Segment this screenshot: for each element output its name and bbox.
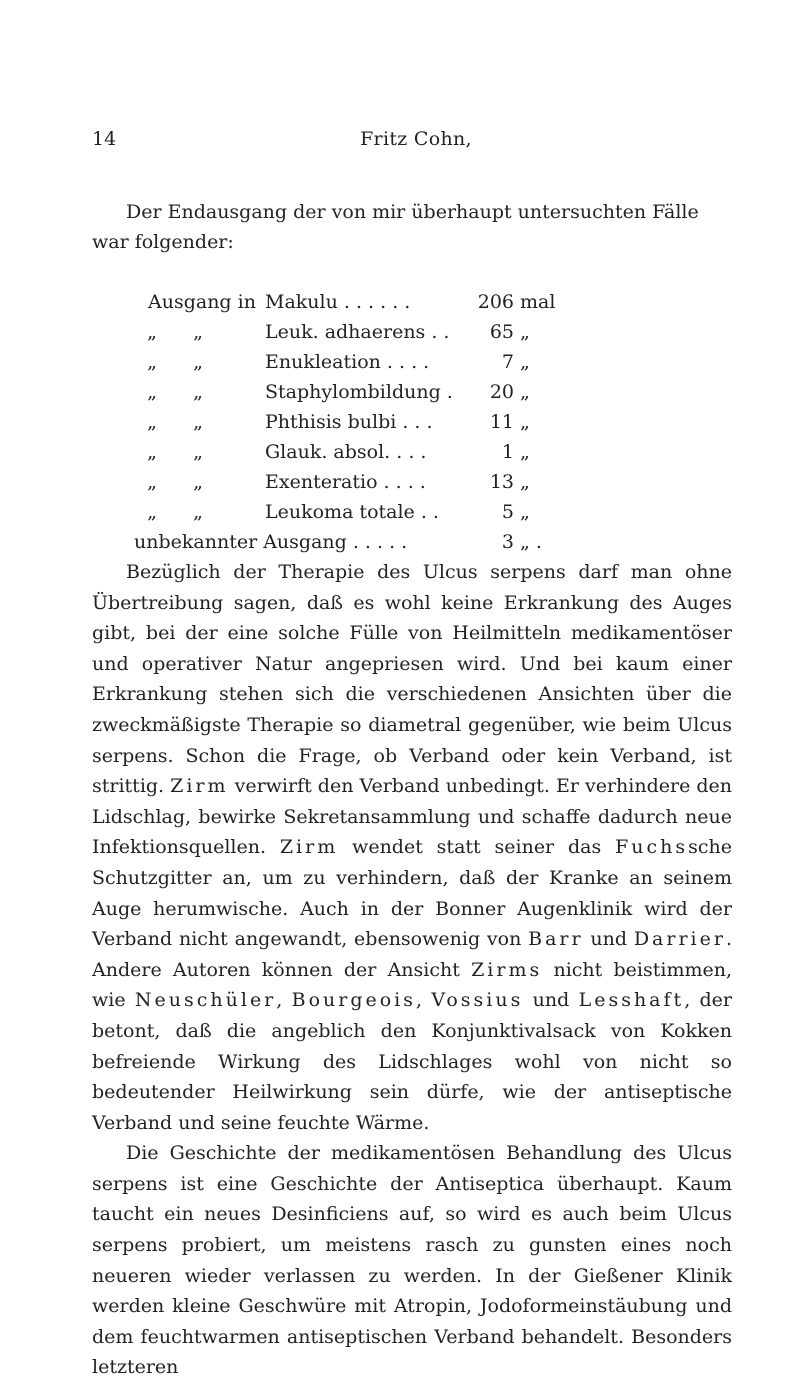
intro-line-1: Der Endausgang der von mir überhaupt untersuchten Fälle [126, 201, 699, 223]
row-unit: „ [520, 321, 530, 343]
ditto-mark: „ [193, 411, 203, 433]
row-unit: „ [520, 471, 530, 493]
row-name: Makulu . . . . . . [265, 291, 411, 313]
row-unit: „ [520, 501, 530, 523]
ditto-mark: „ [193, 321, 203, 343]
row-count: 11 [489, 411, 514, 433]
ditto-mark: „ [147, 351, 157, 373]
table-row [134, 527, 608, 557]
row-count: 13 [489, 471, 514, 493]
author-name: Barr [528, 928, 584, 951]
row-name: Leukoma totale . . [265, 501, 439, 523]
paragraph-therapy: Bezüglich der Therapie des Ulcus serpens darf man ohne Übertreibung sagen, daß es wohl keine Erkrankung des Auges gibt, bei der eine solche Fülle von Heilmitteln medikamentöser und operativer Natur angepriesen wird. Und bei kaum einer Erkrankung stehen sich die verschiedenen Ansichten über die zweckmäßigste Therapie so diametral gegenüber, wie beim Ulcus serpens. Schon die Frage, ob Verband oder kein Verband, ist strittig. Zirm verwirft den Verband unbedingt. Er verhindere den Lidschlag, bewirke Sekretansammlung und schaffe dadurch neue Infektionsquellen. Zirm wendet statt seiner das Fuchssche Schutzgitter an, um zu verhindern, daß der Kranke an seinem Auge herumwische. Auch in der Bonner Augenklinik wird der Verband nicht angewandt, ebensowenig von Barr und Darrier. Andere Autoren können der Ansicht Zirms nicht beistimmen, wie Neuschüler, Bourgeois, Vossius und Lesshaft, der betont, daß die angeblich den Konjunktivalsack von Kokken befreiende Wirkung des Lidschlages wohl von nicht so bedeutender Heilwirkung sein dürfe, wie der antiseptische Verband und seine feuchte Wärme. [92, 561, 733, 1134]
row-count: 7 [501, 351, 514, 373]
table-row [148, 407, 608, 437]
ditto-mark: „ [193, 351, 203, 373]
author-name: Lesshaft [578, 989, 685, 1012]
outcome-table [134, 287, 608, 557]
ditto-mark: „ [147, 471, 157, 493]
paragraph-history: Die Geschichte der medikamentösen Behandlung des Ulcus serpens ist eine Geschichte der Antiseptica überhaupt. Kaum taucht ein neues Desinficiens auf, so wird es auch beim Ulcus serpens probiert, um meistens rasch zu gunsten eines noch neueren wieder verlassen zu werden. In der Gießener Klinik werden kleine Geschwüre mit Atropin, Jodoformeinstäubung und dem feuchtwarmen antiseptischen Verband behandelt. Besonders letzteren [92, 1142, 732, 1379]
page-number: 14 [92, 128, 117, 150]
table-row [148, 467, 608, 497]
author-name: Fuchs [615, 836, 689, 859]
table-row [148, 347, 608, 377]
author-name: Zirm [170, 775, 229, 798]
row-unit: „ [520, 441, 530, 463]
author-name: Zirm [279, 836, 339, 859]
ditto-mark: „ [147, 321, 157, 343]
row-count: 65 [489, 321, 514, 343]
author-name: Zirms [471, 958, 543, 981]
row-count: 1 [501, 441, 514, 463]
page-header [92, 128, 740, 158]
running-head: Fritz Cohn, [360, 128, 472, 150]
row-name: Exenteratio . . . . [265, 471, 426, 493]
row-name: Staphylombildung . [265, 381, 453, 403]
author-name: Neuschüler [134, 989, 277, 1012]
author-name: Bourgeois [291, 989, 417, 1012]
ditto-mark: „ [147, 411, 157, 433]
ditto-mark: „ [193, 441, 203, 463]
row-unit: „ [520, 351, 530, 373]
ditto-mark: „ [147, 441, 157, 463]
row-name: Glauk. absol. . . . [265, 441, 427, 463]
row-unit: „ . [520, 531, 542, 553]
ditto-mark: „ [193, 501, 203, 523]
intro-line-2: war folgender: [92, 231, 234, 253]
table-row [148, 497, 608, 527]
ditto-mark: „ [147, 381, 157, 403]
row-unit: mal [520, 291, 556, 313]
row-label: unbekannter Ausgang . . . . . [134, 531, 408, 553]
row-count: 3 [501, 531, 514, 553]
ditto-mark: „ [147, 501, 157, 523]
ditto-mark: „ [193, 381, 203, 403]
ditto-mark: „ [193, 471, 203, 493]
row-count: 20 [489, 381, 514, 403]
row-count: 206 [477, 291, 514, 313]
row-name: Phthisis bulbi . . . [265, 411, 433, 433]
author-name: Darrier [633, 928, 726, 951]
author-name: Vossius [431, 989, 524, 1012]
table-row [148, 317, 608, 347]
row-name: Leuk. adhaerens . . [265, 321, 450, 343]
table-row [148, 437, 608, 467]
row-unit: „ [520, 411, 530, 433]
row-unit: „ [520, 381, 530, 403]
body-text [92, 557, 732, 1383]
table-row [148, 287, 608, 317]
row-label: Ausgang in [148, 291, 256, 313]
table-row [148, 377, 608, 407]
row-count: 5 [501, 501, 514, 523]
row-name: Enukleation . . . . [265, 351, 430, 373]
